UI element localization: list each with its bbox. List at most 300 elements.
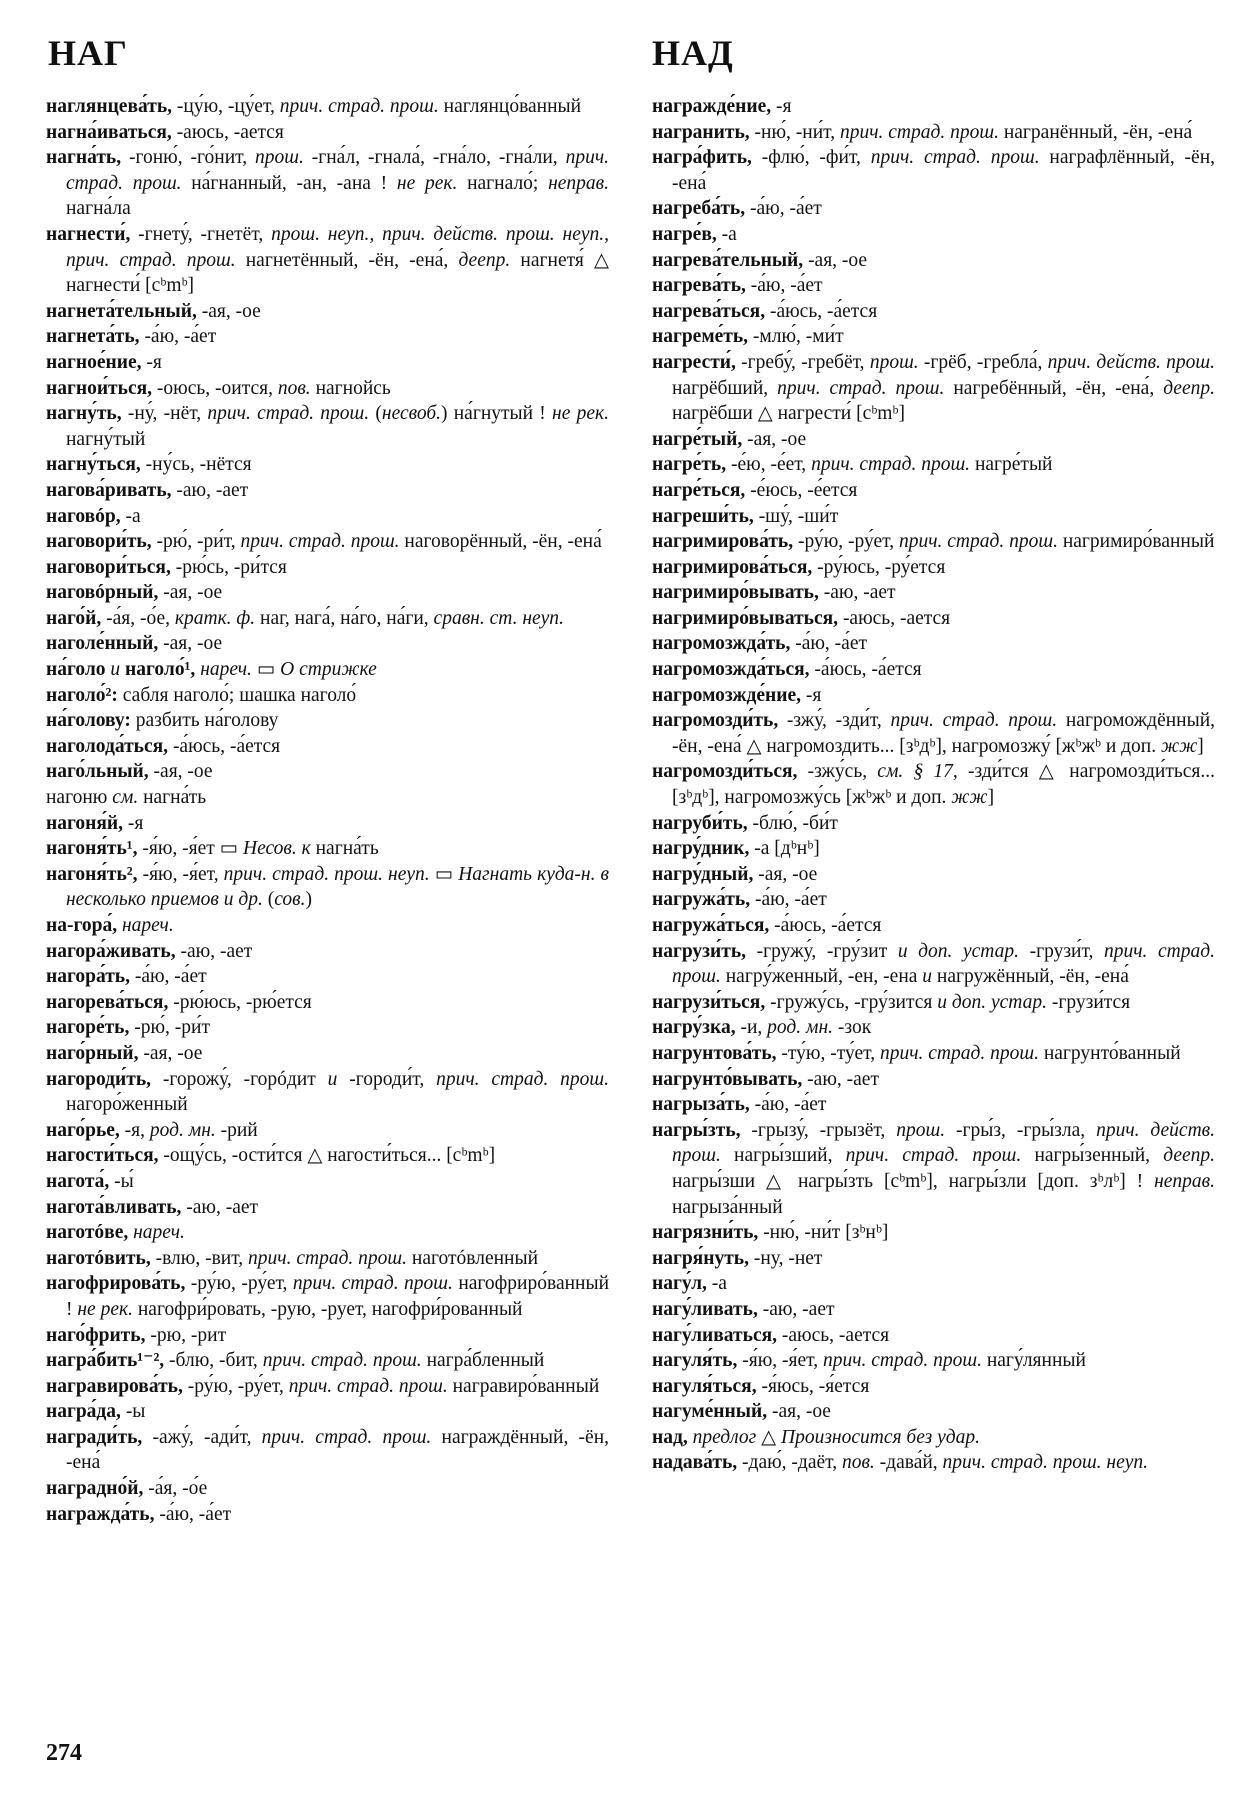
- entry-text: -а: [716, 223, 737, 245]
- entry-text: наг, нага́, на́го, на́ги,: [255, 607, 434, 629]
- entry-text: (: [369, 403, 382, 425]
- headword: наго́льный,: [46, 761, 149, 783]
- entry-text: -оюсь, -оится,: [152, 377, 278, 399]
- entry-text: -млю́, -ми́т: [748, 326, 844, 348]
- dictionary-entry: [652, 1399, 1215, 1425]
- entry-text: -аю, -ает: [802, 1068, 879, 1090]
- dictionary-entry: [46, 120, 609, 146]
- headword: нагреме́ть,: [652, 326, 749, 348]
- grammar-note: прич. страд. прош.: [292, 1273, 453, 1295]
- running-header-right: НАД: [652, 33, 734, 73]
- dictionary-entry: [46, 759, 609, 785]
- headword: наговóрный,: [46, 582, 159, 604]
- entry-text: -я: [123, 812, 144, 834]
- entry-text: -ажу́, -ади́т,: [142, 1426, 262, 1448]
- entry-text: -а́ю, -а́ет: [129, 966, 207, 988]
- headword: нагофрирова́ть,: [46, 1273, 186, 1295]
- grammar-note: прич. страд. прош. неуп.: [942, 1452, 1149, 1474]
- dictionary-entry: [652, 580, 1215, 606]
- entry-text: -я: [141, 351, 162, 373]
- dictionary-entry: [652, 1450, 1215, 1476]
- entry-text: -грызу́, -грызёт,: [740, 1119, 897, 1141]
- headword: награ́фить,: [652, 147, 752, 169]
- dictionary-entry: [46, 785, 609, 811]
- dictionary-entry: [46, 734, 609, 760]
- entry-text: -а́юсь, -а́ется: [765, 300, 878, 322]
- headword: награвирова́ть,: [46, 1375, 183, 1397]
- dictionary-entry: [46, 145, 609, 222]
- entry-text: ]: [987, 787, 995, 809]
- headword: нагрева́ть,: [652, 275, 746, 297]
- dictionary-entry: [46, 529, 609, 555]
- headword: нагнета́ть,: [46, 326, 140, 348]
- dictionary-entry: [46, 1143, 609, 1169]
- headword: на́голову:: [46, 710, 131, 732]
- dictionary-entry: [652, 862, 1215, 888]
- entry-text: -ая, -ое: [158, 582, 223, 604]
- grammar-note: деепр.: [1163, 377, 1215, 399]
- grammar-note: прич. страд. прош.: [240, 531, 400, 553]
- grammar-note: и: [110, 659, 121, 681]
- entry-text: -ая, -ое: [196, 300, 261, 322]
- dictionary-entry: [652, 273, 1215, 299]
- grammar-note: прич. страд. прош.: [898, 531, 1058, 553]
- entry-text: сабля наголо́; шашка наголо́: [117, 684, 357, 706]
- dictionary-entry: [652, 811, 1215, 837]
- running-header-left: НАГ: [48, 33, 128, 73]
- headword: наговори́ть,: [46, 531, 152, 553]
- entry-text: -гоню́, -го́нит,: [121, 147, 255, 169]
- headword: нагрыза́ть,: [652, 1094, 750, 1116]
- dictionary-entry: [652, 555, 1215, 581]
- headword: награнить,: [652, 121, 750, 143]
- dictionary-entry: [652, 1374, 1215, 1400]
- entry-text: нагру́женный, -ен, -ена: [720, 966, 923, 988]
- entry-text: -а́ю, -а́ет: [790, 633, 868, 655]
- dictionary-entry: [652, 913, 1215, 939]
- dictionary-entry: [652, 529, 1215, 555]
- page-number: 274: [46, 1740, 82, 1766]
- entry-text: нагну́тый: [66, 428, 146, 450]
- headword: нагнести́,: [46, 223, 131, 245]
- grammar-note: прич. страд. прош.: [870, 147, 1040, 169]
- entry-text: нагнало́;: [457, 172, 549, 194]
- entry-text: -а́ю, -а́ет: [745, 275, 823, 297]
- entry-text: -я́ю, -я́ет,: [137, 863, 224, 885]
- entry-text: нагу́лянный: [981, 1350, 1086, 1372]
- headword: награди́ть,: [46, 1426, 143, 1448]
- headword: нагромозди́ть,: [652, 710, 779, 732]
- headword: нагре́ть,: [652, 454, 727, 476]
- grammar-note: прич. страд. прош.: [248, 1247, 408, 1269]
- dictionary-entry: [46, 631, 609, 657]
- entry-text: -ощу́сь, -ости́тся △ нагости́ться... [cᵇmᵇ]: [158, 1145, 496, 1167]
- entry-text: -а: [706, 1273, 727, 1295]
- dictionary-entry: [46, 1195, 609, 1221]
- entry-text: -а́юсь, -а́ется: [168, 735, 281, 757]
- grammar-note: прош.: [869, 351, 919, 373]
- grammar-note: прич. страд. прош.: [288, 1375, 448, 1397]
- entry-text: наглянцо́ванный: [438, 96, 582, 117]
- grammar-note: прич. страд. прош.: [811, 454, 971, 476]
- entry-text: ▭: [251, 659, 281, 681]
- dictionary-entry: [652, 759, 1215, 810]
- entry-text: -шу́, -ши́т: [753, 505, 839, 527]
- grammar-note: нареч.: [200, 659, 252, 681]
- headword: нагороди́ть,: [46, 1068, 152, 1090]
- entry-text: -зжу́, -зди́т,: [778, 710, 891, 732]
- headword: нагрести́,: [652, 351, 736, 373]
- headword: нагное́ние,: [46, 351, 142, 373]
- grammar-note: прич. действ. прош.: [672, 1119, 1215, 1167]
- entry-text: -гры́з, -гры́зла,: [945, 1119, 1097, 1141]
- grammar-note: род. мн.: [767, 1017, 834, 1039]
- entry-text: награждённый, -ён, -ена́: [66, 1426, 609, 1474]
- entry-text: -ню́, -ни́т,: [749, 121, 840, 143]
- headword: нагоня́й,: [46, 812, 124, 834]
- headword: наго́рье,: [46, 1119, 120, 1141]
- headword: наголе́нный,: [46, 633, 159, 655]
- entry-text: нагоню: [46, 787, 113, 809]
- entry-text: -зжу́сь,: [797, 761, 878, 783]
- grammar-note: не рек.: [552, 403, 609, 425]
- headword: нагрева́тельный,: [652, 249, 804, 271]
- entry-text: нагре́тый: [970, 454, 1053, 476]
- dictionary-entry: [652, 836, 1215, 862]
- headword: нагре́тый,: [652, 428, 743, 450]
- dictionary-entry: [46, 913, 609, 939]
- headword: нагру́дник,: [652, 838, 750, 860]
- entry-text: -грузи́тся: [1047, 991, 1131, 1013]
- headword: нагуме́нный,: [652, 1401, 768, 1423]
- headword: наго́рный,: [46, 1042, 139, 1064]
- entry-text: нагна́ла: [66, 198, 131, 220]
- entry-text: нагна́ть: [310, 838, 379, 860]
- entry-text: -а́ю, -а́ет: [139, 326, 217, 348]
- headword: нагоня́ть²,: [46, 863, 138, 885]
- entry-text: -гна́л, -гнала́, -гна́ло, -гна́ли,: [303, 147, 566, 169]
- entry-text: -гнету́, -гнетёт,: [130, 223, 272, 245]
- headword: награ́бить¹⁻²,: [46, 1350, 165, 1372]
- entry-text: -гружу́, -гру́зит: [746, 940, 898, 962]
- dictionary-entry: [46, 1348, 609, 1374]
- headword: над,: [652, 1426, 688, 1448]
- entry-text: -ая, -ое: [148, 761, 213, 783]
- headword: нагры́зть,: [652, 1119, 741, 1141]
- dictionary-entry: [46, 555, 609, 581]
- headword: нагримирова́ть,: [652, 531, 794, 553]
- entry-text: -даю́, -даёт,: [737, 1452, 842, 1474]
- grammar-note: и: [327, 1068, 338, 1090]
- dictionary-entry: [652, 1041, 1215, 1067]
- entry-text: нагрёбший,: [672, 377, 778, 399]
- headword: нагуля́ться,: [652, 1375, 757, 1397]
- dictionary-entry: [652, 196, 1215, 222]
- headword: нагора́ть,: [46, 966, 130, 988]
- grammar-note: прич. страд. прош.: [822, 1350, 982, 1372]
- entry-text: нагримиро́ванный: [1057, 531, 1215, 553]
- dictionary-entry: [46, 862, 609, 913]
- entry-text: награфлённый, -ён, -ена́: [672, 147, 1215, 194]
- entry-text: -ая, -ое: [742, 428, 807, 450]
- entry-text: нагофри́ровать, -рую, -рует, нагофри́рованный: [132, 1298, 523, 1320]
- entry-text: -аю, -ает: [757, 1298, 835, 1320]
- entry-text: -ая, -ое: [767, 1401, 831, 1423]
- headword: нагости́ться,: [46, 1145, 159, 1167]
- headword: нагова́ривать,: [46, 479, 172, 501]
- entry-text: -а́юсь, -а́ется: [769, 915, 882, 936]
- entry-text: -а́ю, -а́ет: [749, 1094, 827, 1116]
- dictionary-entry: [652, 427, 1215, 453]
- entry-text: нагребённый, -ён, -ена́,: [944, 377, 1164, 399]
- entry-text: -грёб, -гребла́,: [918, 351, 1048, 373]
- headword: наго́фрить,: [46, 1324, 146, 1346]
- entry-text: -зок: [833, 1017, 872, 1039]
- dictionary-entry: [652, 990, 1215, 1016]
- dictionary-entry: [652, 299, 1215, 325]
- dictionary-entry: [46, 708, 609, 734]
- dictionary-entry: [652, 1220, 1215, 1246]
- headword: нагуля́ть,: [652, 1350, 738, 1372]
- headword: нагота́,: [46, 1170, 110, 1192]
- entry-text: -аю, -ает: [181, 1196, 259, 1218]
- grammar-note: прич. страд. прош.: [845, 1145, 1022, 1167]
- entry-text: -я: [800, 684, 822, 706]
- grammar-note: см.: [112, 787, 139, 809]
- grammar-note: прич. страд. прош.: [839, 121, 999, 143]
- dictionary-entry: [46, 683, 609, 709]
- headword: нагоре́ть,: [46, 1017, 130, 1039]
- dictionary-entry: [652, 939, 1215, 990]
- headword: нагна́ть,: [46, 147, 122, 169]
- left-column: [46, 94, 609, 1527]
- entry-text: -аю, -ает: [175, 940, 253, 962]
- dictionary-entry: [652, 887, 1215, 913]
- dictionary-entry: [652, 1246, 1215, 1272]
- entry-text: -а́ю, -а́ет: [745, 198, 822, 220]
- entry-text: -а́я, -о́е,: [101, 607, 175, 629]
- dictionary-entry: [46, 964, 609, 990]
- entry-text: -грузи́т,: [1019, 940, 1104, 962]
- grammar-note: неправ.: [548, 172, 609, 194]
- entry-text: -я́ю, -я́ет,: [737, 1350, 823, 1372]
- entry-text: -рю́сь, -ри́тся: [170, 556, 287, 578]
- entry-text: -блю́, -би́т: [747, 812, 838, 834]
- headword: нагрязни́ть,: [652, 1222, 759, 1244]
- entry-text: -я́юсь, -я́ется: [756, 1375, 870, 1397]
- headword: нагрузи́ть,: [652, 940, 747, 962]
- grammar-note: прич. страд. прош.: [777, 377, 945, 399]
- dictionary-entry: [46, 1502, 609, 1528]
- entry-text: нагромождённый, -ён, -ена́ △ нагромоздить... [зᵇдᵇ], нагромозжу́ [жᵇжᵇ и доп.: [672, 710, 1216, 757]
- grammar-note: жж: [951, 787, 988, 809]
- entry-text: -а́ю, -а́ет: [750, 889, 827, 911]
- entry-text: -ая, -ое: [158, 633, 223, 655]
- entry-text: наговорённый, -ён, -ена́: [399, 531, 602, 553]
- entry-text: нагрыза́нный: [672, 1196, 783, 1218]
- headword: нагорева́ться,: [46, 991, 169, 1013]
- dictionary-entry: [46, 452, 609, 478]
- entry-text: нагры́зши △ нагры́зть [cᵇmᵇ], нагры́зли [доп. зᵇлᵇ] !: [672, 1170, 1155, 1192]
- dictionary-entry: [652, 1348, 1215, 1374]
- entry-text: -ру́ю, -ру́ет,: [182, 1375, 289, 1397]
- headword: награ́да,: [46, 1401, 121, 1423]
- entry-text: -аю, -ает: [171, 479, 249, 501]
- entry-text: -рю́юсь, -рю́ется: [168, 991, 312, 1013]
- dictionary-entry: [46, 1374, 609, 1400]
- grammar-note: см. § 17,: [877, 761, 958, 783]
- headword: нагруби́ть,: [652, 812, 748, 834]
- entry-text: разбить на́голову: [130, 710, 279, 732]
- entry-text: -ню́, -ни́т [зᵇнᵇ]: [758, 1222, 889, 1244]
- dictionary-entry: [46, 222, 609, 299]
- dictionary-entry: [46, 350, 609, 376]
- entry-text: -рий: [215, 1119, 258, 1141]
- grammar-note: неправ.: [1154, 1170, 1215, 1192]
- grammar-note: не рек.: [396, 172, 458, 194]
- grammar-note: и доп. устар.: [897, 940, 1019, 962]
- entry-text: -я,: [119, 1119, 150, 1141]
- entry-text: -рю́, -ри́т: [129, 1017, 211, 1039]
- dictionary-entry: [46, 299, 609, 325]
- entry-text: нагры́зший,: [720, 1145, 846, 1167]
- headword: наготóве,: [46, 1222, 129, 1244]
- entry-text: ) на́гнутый !: [441, 403, 553, 425]
- grammar-note: О стрижке: [280, 659, 377, 681]
- dictionary-entry: [652, 1297, 1215, 1323]
- headword: нагру́дный,: [652, 863, 754, 885]
- grammar-note: прич. страд. прош.: [261, 1426, 432, 1448]
- entry-text: -а [дᵇнᵇ]: [749, 838, 820, 860]
- dictionary-entry: [652, 657, 1215, 683]
- headword: нагоня́ть¹,: [46, 838, 138, 860]
- grammar-note: кратк. ф.: [174, 607, 256, 629]
- dictionary-entry: [652, 1067, 1215, 1093]
- entry-text: нагры́зенный,: [1021, 1145, 1164, 1167]
- dictionary-entry: [652, 452, 1215, 478]
- dictionary-entry: [46, 478, 609, 504]
- entry-text: ): [305, 889, 312, 911]
- dictionary-entry: [652, 120, 1215, 146]
- dictionary-entry: [46, 939, 609, 965]
- dictionary-entry: [46, 657, 609, 683]
- dictionary-entry: [652, 1425, 1215, 1451]
- dictionary-entry: [46, 94, 609, 120]
- entry-text: нагружённый, -ён, -ена́: [932, 966, 1129, 988]
- dictionary-entry: [46, 1041, 609, 1067]
- entry-text: -ая, -ое: [753, 863, 818, 885]
- dictionary-entry: [652, 1271, 1215, 1297]
- headword: нагримирова́ться,: [652, 556, 813, 578]
- entry-text: -аюсь, -ается: [777, 1324, 890, 1346]
- dictionary-entry: [46, 324, 609, 350]
- headword: нагромозжда́ть,: [652, 633, 791, 655]
- entry-text: нагофриро́ванный !: [66, 1273, 610, 1320]
- headword: награжде́ние,: [652, 96, 772, 117]
- dictionary-entry: [652, 1118, 1215, 1220]
- entry-text: -а: [120, 505, 141, 527]
- headword: нагреши́ть,: [652, 505, 754, 527]
- grammar-note: предлог △ Произносится без удар.: [692, 1426, 980, 1448]
- dictionary-entry: [46, 1399, 609, 1425]
- grammar-note: несвоб.: [381, 403, 441, 425]
- grammar-note: прич. страд. прош.: [66, 147, 609, 194]
- dictionary-entry: [652, 1323, 1215, 1349]
- dictionary-entry: [46, 376, 609, 402]
- headword: нагну́ть,: [46, 403, 122, 425]
- entry-text: -рю, -рит: [145, 1324, 227, 1346]
- headword: нагрева́ться,: [652, 300, 766, 322]
- grammar-note: сов.: [274, 889, 306, 911]
- entry-text: -ну, -нет: [749, 1247, 823, 1269]
- headword: наголода́ться,: [46, 735, 169, 757]
- entry-text: наготóвленный: [407, 1247, 539, 1269]
- grammar-note: прич. страд. прош.: [279, 96, 439, 117]
- dictionary-entry: [46, 1271, 609, 1322]
- dictionary-entry: [652, 708, 1215, 759]
- dictionary-entry: [46, 401, 609, 452]
- dictionary-entry: [652, 94, 1215, 120]
- dictionary-entry: [652, 478, 1215, 504]
- dictionary-entry: [46, 1246, 609, 1272]
- entry-text: на́гнанный, -ан, -ана !: [181, 172, 397, 194]
- headword: нагромозжде́ние,: [652, 684, 801, 706]
- dictionary-entry: [46, 1425, 609, 1476]
- headword: нагрунтова́ть,: [652, 1042, 777, 1064]
- dictionary-entry: [652, 350, 1215, 427]
- entry-text: -влю, -вит,: [150, 1247, 249, 1269]
- headword: нагнои́ться,: [46, 377, 153, 399]
- grammar-note: не рек.: [77, 1298, 133, 1320]
- headword: нагромозди́ться,: [652, 761, 798, 783]
- grammar-note: пов.: [841, 1452, 875, 1474]
- dictionary-entry: [652, 324, 1215, 350]
- headword: награжда́ть,: [46, 1503, 155, 1525]
- entry-text: ]: [1197, 735, 1204, 757]
- grammar-note: прич. страд. прош. неуп.: [223, 863, 430, 885]
- entry-text: -аюсь, -ается: [171, 121, 284, 143]
- headword: нагреба́ть,: [652, 198, 746, 220]
- grammar-note: прош. неуп., прич. действ. прош. неуп., прич. страд. прош.: [66, 223, 610, 271]
- headword: нагре́ться,: [652, 479, 746, 501]
- headword: нагримиро́вывать,: [652, 582, 819, 604]
- dictionary-entry: [46, 1169, 609, 1195]
- grammar-note: прич. страд. прош.: [890, 710, 1058, 732]
- grammar-note: сравн. ст. неуп.: [433, 607, 564, 629]
- entry-text: -а́ю, -а́ет: [154, 1503, 232, 1525]
- dictionary-entry: [652, 683, 1215, 709]
- entry-text: -дава́й,: [874, 1452, 943, 1474]
- entry-text: -ту́ю, -ту́ет,: [776, 1042, 880, 1064]
- entry-text: -ая, -ое: [138, 1042, 203, 1064]
- headword: нагря́нуть,: [652, 1247, 749, 1269]
- entry-text: -ы: [120, 1401, 146, 1423]
- entry-text: -городи́т,: [337, 1068, 437, 1090]
- grammar-note: прич. страд. прош.: [436, 1068, 610, 1090]
- dictionary-entry: [652, 145, 1215, 196]
- headword: на́голо: [46, 659, 106, 681]
- entry-text: -гребу́, -гребёт,: [735, 351, 870, 373]
- headword: наголо́¹,: [125, 659, 196, 681]
- grammar-note: и: [922, 966, 933, 988]
- grammar-note: прич. страд. прош.: [262, 1350, 422, 1372]
- dictionary-entry: [46, 580, 609, 606]
- entry-text: -ы́: [109, 1170, 134, 1192]
- headword: нагримиро́вываться,: [652, 607, 839, 629]
- entry-text: нагнетя́ △ нагнести́ [cᵇmᵇ]: [66, 249, 609, 297]
- headword: на-гора́,: [46, 915, 118, 936]
- dictionary-entry: [46, 1067, 609, 1118]
